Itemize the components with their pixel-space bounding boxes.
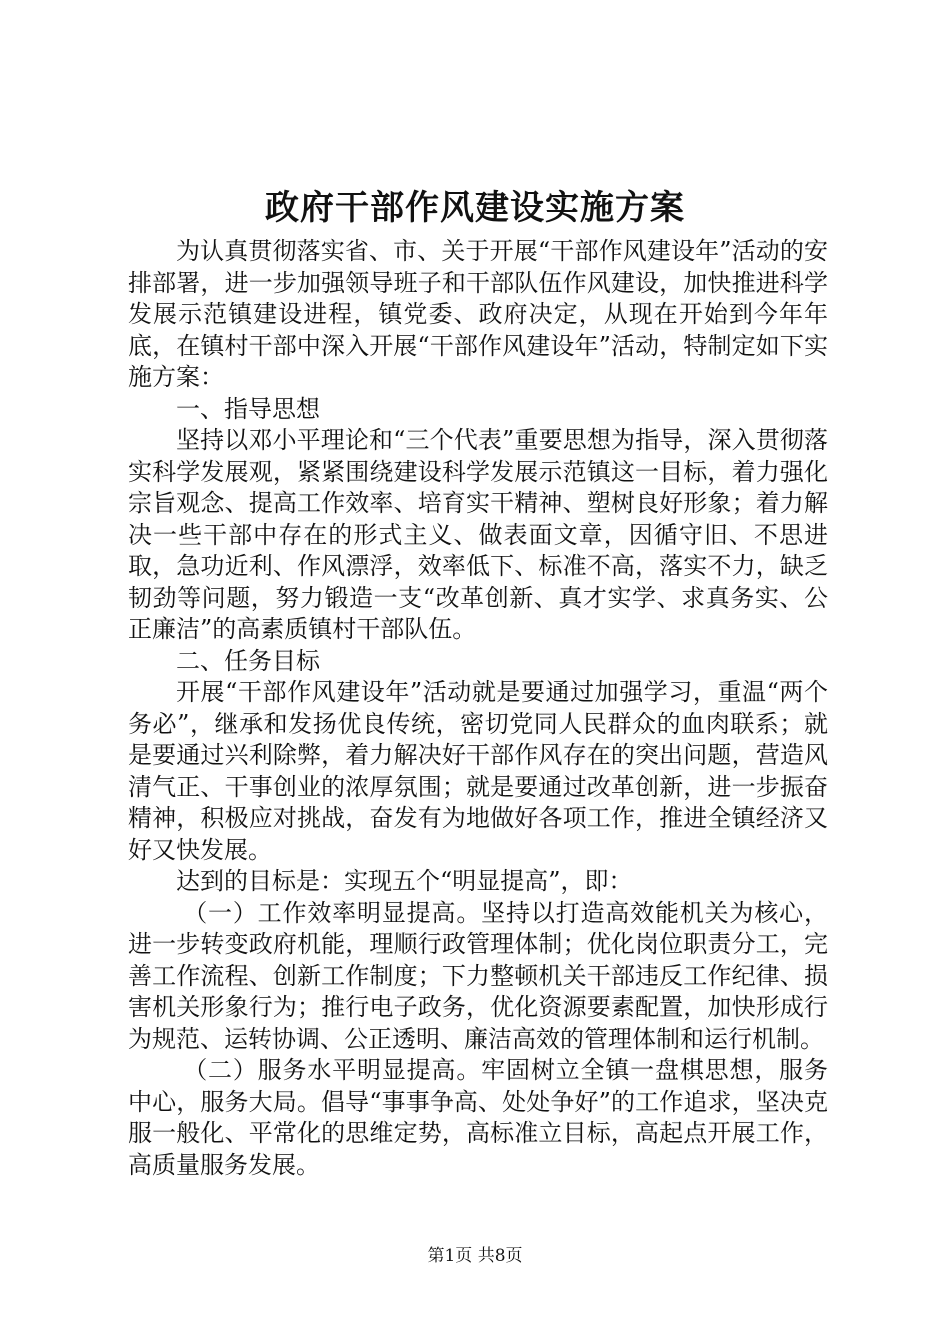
section-heading-task-goals: 二、任务目标 — [176, 646, 320, 675]
goals-intro-paragraph: 达到的目标是：实现五个“明显提高”，即： — [176, 867, 633, 895]
document-body — [128, 236, 828, 1181]
goal-item-1: （一）工作效率明显提高。坚持以打造高效能机关为核心，进一步转变政府机能，理顺行政管理体制；优化岗位职责分工，完善工作流程、创新工作制度；下力整顿机关干部违反工作纪律、损害机关形象行为；推行电子政务，优化资源要素配置，加快形成行为规范、运转协调、公正透明、廉洁高效的管理体制和运行机制。 — [128, 898, 828, 1053]
document-title: 政府干部作风建设实施方案 — [265, 188, 685, 228]
goal-item-2: （二）服务水平明显提高。牢固树立全镇一盘棋思想，服务中心，服务大局。倡导“事事争高、处处争好”的工作追求，坚决克服一般化、平常化的思维定势，高标准立目标，高起点开展工作，高质量服务发展。 — [128, 1056, 828, 1179]
section-heading-guiding-ideology: 一、指导思想 — [176, 394, 320, 423]
guiding-ideology-paragraph: 坚持以邓小平理论和“三个代表”重要思想为指导，深入贯彻落实科学发展观，紧紧围绕建设科学发展示范镇这一目标，着力强化宗旨观念、提高工作效率、培育实干精神、塑树良好形象；着力解决一些干部中存在的形式主义、做表面文章，因循守旧、不思进取，急功近利、作风漂浮，效率低下、标准不高，落实不力，缺乏韧劲等问题，努力锻造一支“改革创新、真才实学、求真务实、公正廉洁”的高素质镇村干部队伍。 — [128, 426, 828, 643]
page-footer: 第1页 共8页 — [427, 1246, 523, 1266]
task-goals-paragraph: 开展“干部作风建设年”活动就是要通过加强学习，重温“两个务必”，继承和发扬优良传统，密切党同人民群众的血肉联系；就是要通过兴利除弊，着力解决好干部作风存在的突出问题，营造风清气正、干事创业的浓厚氛围；就是要通过改革创新，进一步振奋精神，积极应对挑战，奋发有为地做好各项工作，推进全镇经济又好又快发展。 — [128, 678, 828, 864]
intro-paragraph: 为认真贯彻落实省、市、关于开展“干部作风建设年”活动的安排部署，进一步加强领导班子和干部队伍作风建设，加快推进科学发展示范镇建设进程，镇党委、政府决定，从现在开始到今年年底，在镇村干部中深入开展“干部作风建设年”活动，特制定如下实施方案： — [128, 237, 828, 391]
